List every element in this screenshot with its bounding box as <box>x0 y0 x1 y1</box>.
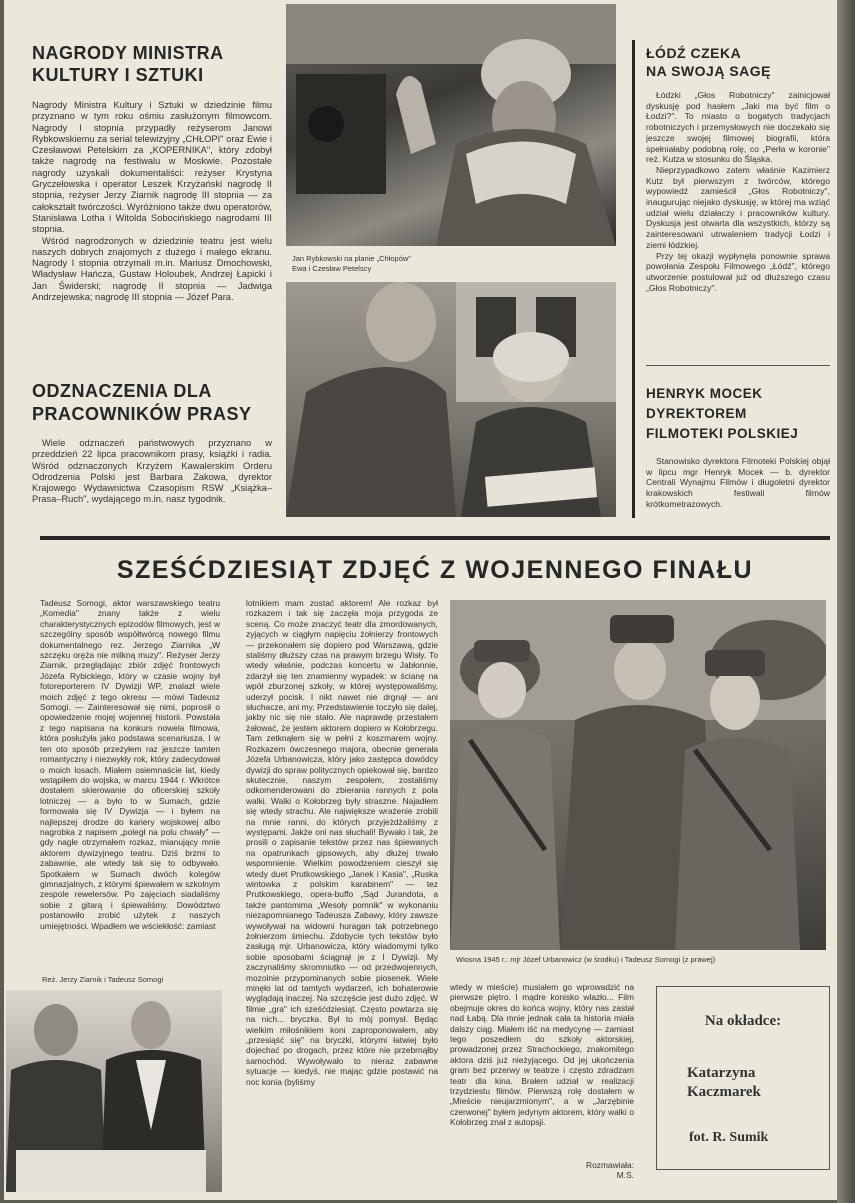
headline-rule <box>40 536 830 540</box>
photo-soldiers-caption: Wiosna 1945 r.: mjr Józef Urbanowicz (w środku) i Tadeusz Somogi (z prawej) <box>456 955 716 964</box>
mocek-article <box>646 384 830 518</box>
cover-box <box>656 986 830 1170</box>
photo-rybkowski-illustration <box>286 4 616 246</box>
lodz-body <box>646 90 830 293</box>
cover-name <box>687 1064 829 1102</box>
lodz-mocek-divider <box>646 365 830 366</box>
awards-body <box>32 100 272 303</box>
photo-top-caption-line1: Jan Rybkowski na planie „Chłopów" <box>292 254 411 263</box>
lodz-paragraph-2: Nieprzypadkowo zatem właśnie Kazimierz Kutz był pierwszym z twórców, którego wypowiedź zamieścił „Głos Robotniczy", inaugurując niejako dyskusję, w której ma wziąć udział wielu działaczy i pracowników kultury. Dyskusja jest otwarta dla wszystkich, którzy są zainteresowani utrwaleniem tradycji Łodzi i ziemi łódzkiej. <box>646 164 830 250</box>
signature-name: M.S. <box>616 1170 634 1181</box>
photo-soldiers <box>450 600 826 950</box>
mocek-title-line1: HENRYK MOCEK <box>646 386 763 401</box>
mocek-title-line2: DYREKTOREM <box>646 406 747 421</box>
main-headline: SZEŚĆDZIESIĄT ZDJĘĆ Z WOJENNEGO FINAŁU <box>116 556 754 584</box>
press-body: Wiele odznaczeń państwowych przyznano w przeddzień 22 lipca pracownikom prasy, książki i radia. Wśród odznaczonych Krzyżem Kawalerskim Orderu Odrodzenia Polski jest Barbara Zakowa, dyrektor Krajowego Wydawnictwa Czasopism RSW „Książka–Prasa–Ruch", wydającego m.in. nasz tygodnik. <box>32 438 272 505</box>
press-title-line2: PRACOWNIKÓW PRASY <box>32 404 252 424</box>
lodz-paragraph-3: Przy tej okazji wypłynęła ponownie sprawa powołania Zespołu Filmowego „Łódź", którego utworzenie postulował już od dłuższego czasu „Głos Robotniczy". <box>646 250 830 293</box>
cover-credit: fot. R. Sumik <box>689 1130 769 1145</box>
signature-label: Rozmawiała: <box>586 1160 634 1170</box>
photo-ziarnik-somogi <box>6 990 222 1192</box>
right-box-left-rule <box>632 40 635 518</box>
photo-petelscy <box>286 282 616 517</box>
press-title-line1: ODZNACZENIA DLA <box>32 381 212 401</box>
lodz-title-line2: NA SWOJĄ SAGĘ <box>646 63 771 79</box>
awards-article <box>32 42 272 387</box>
small-photo-caption: Reż. Jerzy Ziarnik i Tadeusz Somogi <box>42 975 164 984</box>
photo-top-caption <box>292 254 612 274</box>
awards-title <box>32 42 272 86</box>
cover-label: Na okładce: <box>704 1013 782 1029</box>
main-column-2: lotnikiem mam zostać aktorem! Ale rozkaz był rozkazem i tak się zaczęła moja przygoda ze sceną. Co może znaczyć teatr dla zmordowanych, zyjących w ciągłym napięciu żołnierzy frontowych — przekonałem się dopiero pod Warszawą, gdzie staliśmy dłuższy czas na prawym brzegu Wisły. To wtedy właśnie, podczas koncertu w Jabłonnie, zdarzył się ten znamienny wypadek: w ścianę na wpół zburzonej szkoły, w której występowaliśmy, uderzył pocisk. I nikt nawet nie drgnął — ani słuchacze, ani my. Przedstawienie toczyło się dalej, jakby nic się nie stało. Ale naprawdę przestałem żałować, że jestem aktorem dopiero w Kołobrzegu. Tam zetknąłem się w pełni z koszmarem wojny. Rozkazem ówczesnego majora, obecnie generała Józefa Urbanowicza, który jako zastępca dowódcy dywizji do spraw politycznych opiekował się, bardzo skutecznie, naszym zespołem, zostaliśmy odkomenderowani do zbierania rannych z pola walki. Walki o Kołobrzeg były straszne. Najadłem się wtedy strachu. Ale największe wrażenie zrobili na mnie ranni, do których przyjeżdżaliśmy z występami. Jakże oni nas słuchali! Bywało i tak, że prosili o zapisanie tekstów przez nas śpiewanych na opatrunkach gipsowych, aby dłużej trwało wspomnienie. Wielkim powodzeniem cieszył się wtedy duet Prutkowskiego „Janek i Kasia", „Ruska wintowka z polskim karabinem" — tez Prutkowskiego, opera-buffo „Sąd Jurandota, a także pantomima „Wesoły pomnik" w wykonaniu niezapomnianego Tadeusza Zabawy, który zawsze wywoływał na widowni huragan tak potrzebnego żołnierzom śmiechu. Zdobycie tych tekstów było zasługą mjr. Urbanowicza, który wiadomymi tylko sobie sposobami ściągnął je z I Dywizji. My zaczynaliśmy skromniutko — od przedwojennych, mozolnie przypominanych sobie piosenek. Wiele minęło lat od tamtych wydarzeń, ich bohaterowie wyglądają inaczej. Na szczęście jest dużo zdjęć. W filmie „gra" ich sześćdziesiąt. Często powtarza się na nich... bryczka. Był to mój pomysł. Będąc wielkim miłośnikiem koni zaproponowałem, aby „przesiąść się" na bryczki, którymi łatwiej było dojechać po drogach, przez które nie przebrnąłby samochód. Wywoływało to nieraz zabawne sytuacje — kiedyś, nie mając gdzie postawić na noc konia (byliśmy <box>246 598 438 1087</box>
lodz-paragraph-1: Łódzki „Głos Robotniczy" zainicjował dyskusję pod hasłem „Jaki ma być film o Łodzi?". To miasto o bogatych tradycjach robotniczych i przemysłowych nie doczekało się jeszcze swojej filmowej biografii, która spełniałaby podobną rolę, co „Perła w koronie" reż. Kutza w stosunku do Śląska. <box>646 90 830 165</box>
press-title <box>32 380 272 426</box>
press-article <box>32 380 272 520</box>
photo-soldiers-illustration <box>450 600 826 950</box>
awards-title-line2: KULTURY I SZTUKI <box>32 65 204 85</box>
mocek-body: Stanowisko dyrektora Filmoteki Polskiej objął w lipcu mgr Henryk Mocek — b. dyrektor Centrali Wynajmu Filmów i długoletni dyrektor krakowskich festiwali filmów krótkometrazowych. <box>646 456 830 509</box>
awards-paragraph-1: Nagrody Ministra Kultury i Sztuki w dziedzinie filmu przyznano w tym roku ośmiu zasłużonym filmowcom. Nagrody I stopnia przypadły reżyserom Janowi Rybkowskiemu za serial telewizyjny „CHŁOPI" oraz Ewie i Czesławowi Petelskim za „KOPERNIKA", który zdobył także nagrodę na festiwalu w Moskwie. Pozostałe nagrody uzyskali dokumentaliści: reżyser Krystyna Gryczełowska i operator Leszek Krzyżański nagrodę II stopnia, reżyser Jerzy Ziarnik nagrodę III stopnia — za całokształt twórczości. Wyróżniono także dwu operatorów, Stanisława Lotha i Witolda Sobocińskiego nagrodami III stopnia. <box>32 100 272 235</box>
cover-name-line2: Kaczmarek <box>687 1084 761 1100</box>
lodz-title-line1: ŁÓDŹ CZEKA <box>646 45 742 61</box>
main-column-1: Tadeusz Somogi, aktor warszawskiego teatru „Komedia" znany także z wielu charakterystycznych epizodów filmowych, jest w szczególny sposób współtwórcą nowego filmu dokumentalnego rez. Jerzego Ziarnika „W szczęku oręża nie milkną muzy". Reżyser Jerzy Ziarnik, przeglądając zbiór zdjęć frontowych Józefa Rybickiego, który w czasie wojny był fotoreporterem IV Dywizji WP, znalazł wiele moich zdjęć z tego okresu — mówi Tadeusz Somogi. — Zainteresował się nimi, poprosił o opowiedzenie mojej wojennej historii. Powstała z tego napisana na konkurs nowela filmowa, która posłużyła jako podstawa scenariusza. I w ten oto sposób przeżyłem raz jeszcze tamten romantyczny i niezwykły rok, który zadecydował o moich losach. Miałem osiemnaście lat, kiedy wstąpiłem do wojska, w marcu 1944 r. Wkrótce dostałem skierowanie do oficerskiej szkoły lotniczej — a było to w Sumach, gdzie formowała się IV Dywizja — i byłem na najlepszej drodze do kariery wojskowej albo nagrobka z napisem „poległ na polu chwały" — gdy nagle otrzymałem rozkaz, mianujący mnie aktorem dywizyjnego teatru. Dziś brzmi to zabawnie, ale wtedy tak się to odbywało. Spotkałem w Sumach dwóch kolegów gimnazjalnych, z którymi śpiewałem w szkolnym zespole rewelersów. Po zajęciach siadaliśmy sobie z gitarą i śpiewaliśmy. Dowództwo postanowiło zrobić użytek z naszych umiejętności. Wpadłem we wściekłość: zamiast <box>40 598 220 931</box>
mocek-title-line3: FILMOTEKI POLSKIEJ <box>646 426 799 441</box>
awards-title-line1: NAGRODY MINISTRA <box>32 43 224 63</box>
awards-paragraph-2: Wśród nagrodzonych w dziedzinie teatru jest wielu naszych dobrych znajomych z dużego i małego ekranu. Nagrody I stopnia otrzymali m.in. Mariusz Dmochowski, Władysław Hańcza, Gustaw Holoubek, Andrzej Łapicki i Jan Świderski; nagrodę II stopnia — Jadwiga Andrzejewska; nagrodę III stopnia — Józef Para. <box>32 235 272 303</box>
lodz-title <box>646 44 830 80</box>
mocek-title <box>646 384 830 444</box>
photo-ziarnik-somogi-illustration <box>6 990 222 1192</box>
cover-name-line1: Katarzyna <box>687 1065 756 1081</box>
main-column-3: wtedy w mieście) musiałem go wprowadzić na pierwsze piętro. I mądre konisko wlazło... Film obejmuje okres do końca wojny, który nas zastał nad Łabą. Dla mnie jednak cała ta historia miała dalszy ciąg. Miałem iść na medycynę — zamiast tego poszedłem do szkoły aktorskiej, prowadzonej przez Strachockiego, znakomitego aktora dziś już nieżyjącego. Od jej ukończenia gram bez przerwy w teatrze i często zdradzam teatr dla kina. Brałem udział w realizacji trzydziestu filmów. Pierwszą rolę dostałem w „Mieście nieujarzmionym", a w „Jarzębinie czerwonej" byłem jedynym aktorem, który walki o Kołobrzeg znał z autopsji. <box>450 982 634 1128</box>
photo-petelscy-illustration <box>286 282 616 517</box>
binding-spine <box>837 0 855 1203</box>
photo-top-caption-line2: Ewa i Czesław Petelscy <box>292 264 372 273</box>
main-signature <box>524 1160 634 1181</box>
magazine-page <box>4 0 847 1200</box>
photo-rybkowski <box>286 4 616 246</box>
lodz-article <box>646 44 830 364</box>
